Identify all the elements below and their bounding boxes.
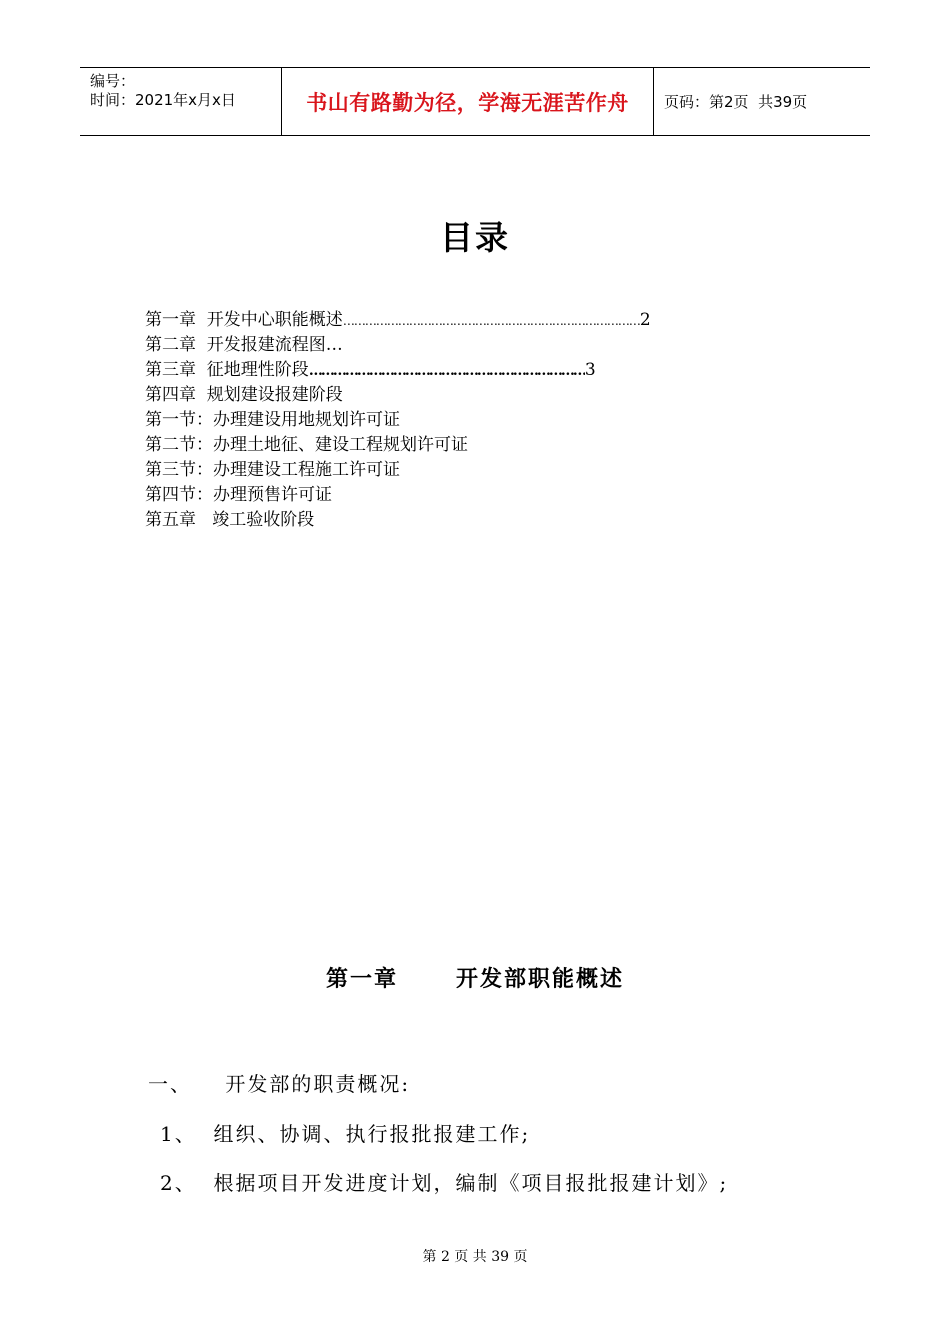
toc-item[interactable] [145, 483, 785, 508]
toc-title: 目录 [440, 218, 510, 257]
toc-item-label: 第一节：办理建设用地规划许可证 [145, 410, 400, 430]
toc-item-leader: …………………………………………………………… [308, 363, 585, 379]
toc-item-label: 第四节：办理预售许可证 [145, 485, 332, 505]
toc-item-leader: ……………………………………………………………………… [342, 314, 640, 328]
doc-date-label: 时间：2021年x月x日 [90, 91, 236, 109]
header-motto: 书山有路勤为径，学海无涯苦作舟 [306, 90, 629, 115]
toc-item[interactable] [145, 408, 785, 433]
doc-number-label: 编号： [90, 72, 136, 90]
header-page-cell [654, 68, 870, 135]
toc-item-label: 第三节：办理建设工程施工许可证 [145, 460, 400, 480]
toc-item[interactable] [145, 333, 785, 358]
header-meta-cell [80, 68, 282, 135]
toc-item[interactable] [145, 358, 785, 383]
toc-item-page: 2 [639, 310, 651, 330]
section-heading: 一、 开发部的职责概况: [148, 1072, 411, 1096]
header-page-info: 页码：第2页 共39页 [664, 93, 808, 111]
list-item: 2、 根据项目开发进度计划，编制《项目报批报建计划》; [160, 1171, 729, 1195]
header-table [80, 67, 870, 136]
table-of-contents [145, 308, 785, 533]
page-footer: 第 2 页 共 39 页 [422, 1249, 528, 1265]
toc-item[interactable] [145, 508, 785, 533]
toc-item[interactable] [145, 308, 785, 333]
toc-item-label: 第一章 开发中心职能概述 [145, 310, 343, 330]
toc-item-label: 第五章 竣工验收阶段 [145, 510, 315, 530]
header-motto-cell [282, 68, 654, 135]
toc-item[interactable] [145, 433, 785, 458]
toc-item[interactable] [145, 458, 785, 483]
toc-item-label: 第三章 征地理性阶段 [145, 360, 309, 380]
toc-item-label: 第二节：办理土地征、建设工程规划许可证 [145, 435, 468, 455]
chapter-title: 第一章 开发部职能概述 [326, 967, 624, 992]
toc-item-label: 第二章 开发报建流程图… [145, 335, 343, 355]
toc-item-page: 3 [584, 360, 596, 380]
toc-item[interactable] [145, 383, 785, 408]
toc-item-label: 第四章 规划建设报建阶段 [145, 385, 343, 405]
list-item: 1、 组织、协调、执行报批报建工作; [160, 1122, 531, 1146]
